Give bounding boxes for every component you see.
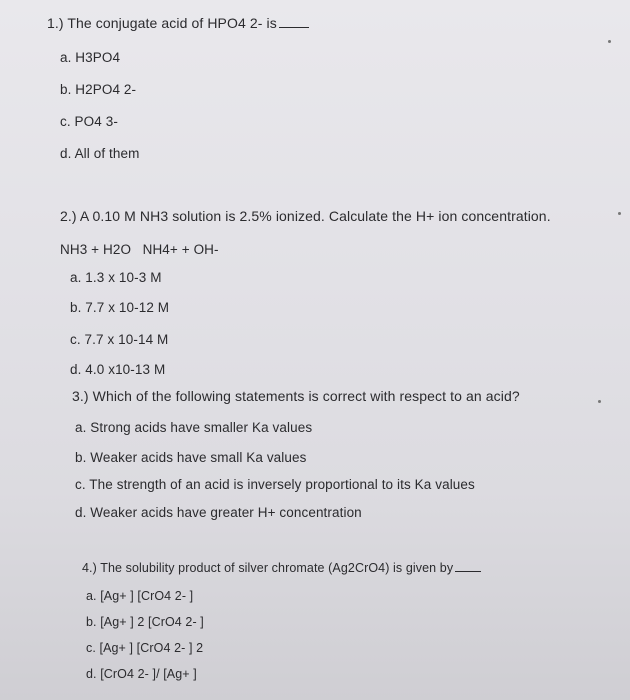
question-4 bbox=[82, 561, 481, 575]
question-1-text: 1.) The conjugate acid of HPO4 2- is bbox=[47, 15, 277, 31]
paper-speck bbox=[608, 40, 611, 43]
answer-blank bbox=[279, 17, 309, 28]
question-3: 3.) Which of the following statements is correct with respect to an acid? bbox=[72, 388, 520, 404]
question-4-text: 4.) The solubility product of silver chromate (Ag2CrO4) is given by bbox=[82, 561, 454, 575]
q4-option-c: c. [Ag+ ] [CrO4 2- ] 2 bbox=[86, 641, 204, 655]
q4-option-b: b. [Ag+ ] 2 [CrO4 2- ] bbox=[86, 615, 204, 629]
q1-option-d: d. All of them bbox=[60, 146, 140, 161]
q4-option-d: d. [CrO4 2- ]/ [Ag+ ] bbox=[86, 667, 197, 681]
q3-option-a: a. Strong acids have smaller Ka values bbox=[75, 420, 313, 435]
q2-option-d: d. 4.0 x10-13 M bbox=[70, 362, 166, 377]
question-1 bbox=[47, 15, 309, 31]
q3-option-b: b. Weaker acids have small Ka values bbox=[75, 450, 307, 465]
answer-blank bbox=[455, 561, 481, 572]
q1-option-b: b. H2PO4 2- bbox=[60, 82, 137, 97]
q4-option-a: a. [Ag+ ] [CrO4 2- ] bbox=[86, 589, 194, 603]
q3-option-d: d. Weaker acids have greater H+ concentration bbox=[75, 505, 362, 520]
paper-speck bbox=[598, 400, 601, 403]
q2-option-a: a. 1.3 x 10-3 M bbox=[70, 270, 162, 285]
q1-option-c: c. PO4 3- bbox=[60, 114, 118, 129]
q2-equation: NH3 + H2O NH4+ + OH- bbox=[60, 242, 219, 257]
q2-option-c: c. 7.7 x 10-14 M bbox=[70, 332, 169, 347]
q1-option-a: a. H3PO4 bbox=[60, 50, 121, 65]
q3-option-c: c. The strength of an acid is inversely proportional to its Ka values bbox=[75, 477, 475, 492]
q2-option-b: b. 7.7 x 10-12 M bbox=[70, 300, 170, 315]
paper-speck bbox=[618, 212, 621, 215]
question-2: 2.) A 0.10 M NH3 solution is 2.5% ionized. Calculate the H+ ion concentration. bbox=[60, 208, 551, 224]
